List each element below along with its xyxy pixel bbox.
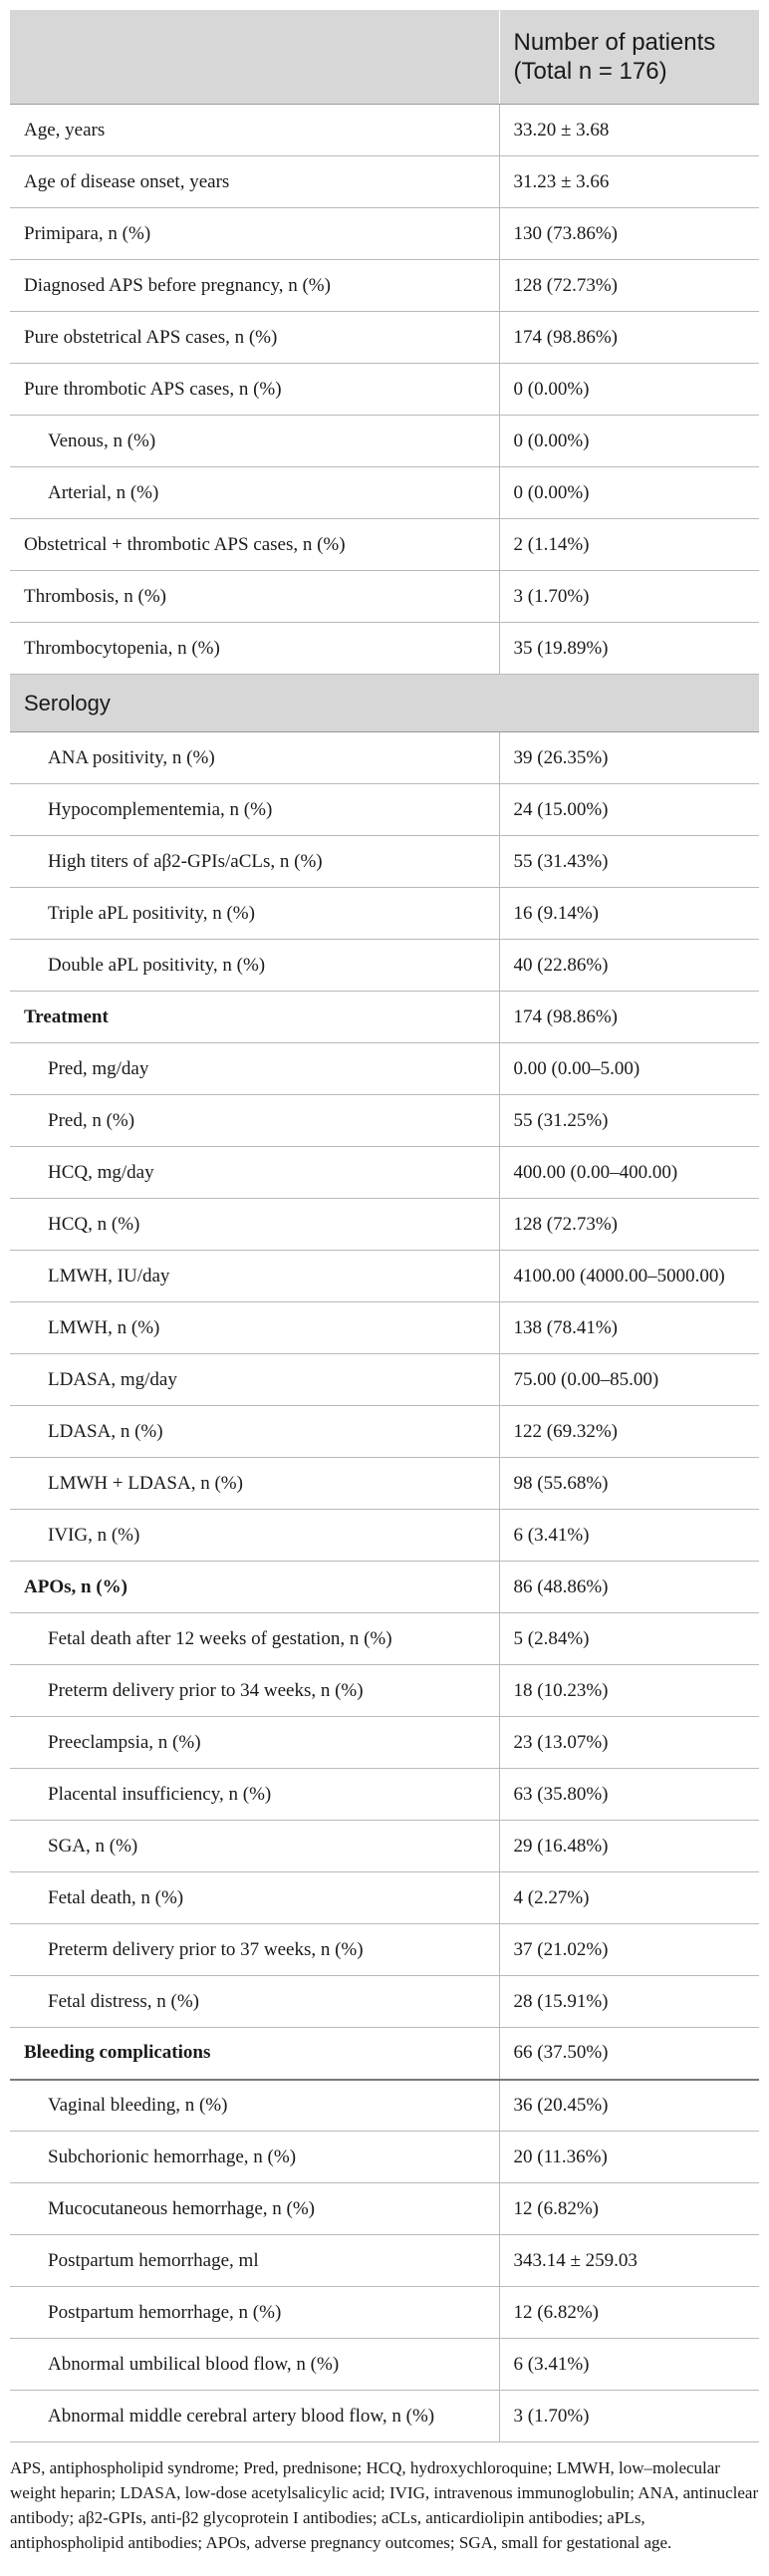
row-value: 18 (10.23%) (499, 1665, 759, 1717)
row-value: 40 (22.86%) (499, 940, 759, 992)
row-value: 400.00 (0.00–400.00) (499, 1147, 759, 1199)
table-footnote: APS, antiphospholipid syndrome; Pred, prednisone; HCQ, hydroxychloroquine; LMWH, low–molecular weight heparin; LDASA, low-dose acetylsalicylic acid; IVIG, intravenous immunoglobulin; ANA, antinuclear antibody; aβ2-GPIs, anti-β2 glycoprotein I antibodies; aCLs, anticardiolipin antibodies; aPLs, antiphospholipid antibodies; APOs, adverse pregnancy outcomes; SGA, small for gestational age. (10, 2458, 759, 2552)
row-value: 138 (78.41%) (499, 1302, 759, 1354)
table-header-row (10, 10, 759, 105)
row-value: 12 (6.82%) (499, 2183, 759, 2235)
table-row-diagnosed-aps (10, 260, 759, 312)
row-value: 3 (1.70%) (499, 571, 759, 623)
table-row-pure-obstetrical (10, 312, 759, 364)
row-value: 98 (55.68%) (499, 1458, 759, 1510)
row-value: 36 (20.45%) (499, 2080, 759, 2132)
table-row-pred-dose (10, 1043, 759, 1095)
table-row-preterm-37w (10, 1924, 759, 1976)
table-row-lmwh-n (10, 1302, 759, 1354)
table-row-hypocomplementemia (10, 784, 759, 836)
row-label: LDASA, mg/day (10, 1354, 499, 1406)
table-row-vaginal-bleeding (10, 2080, 759, 2132)
header-title-line1: Number of patients (513, 29, 716, 56)
table-row-ana (10, 732, 759, 784)
row-value: 63 (35.80%) (499, 1769, 759, 1821)
table-row-ldasa-n (10, 1406, 759, 1458)
row-value: 55 (31.25%) (499, 1095, 759, 1147)
row-value: 37 (21.02%) (499, 1924, 759, 1976)
header-title-line2: (Total n = 176) (513, 58, 667, 85)
row-value: 66 (37.50%) (499, 2028, 759, 2080)
table-row-double-apl (10, 940, 759, 992)
row-label: Abnormal middle cerebral artery blood flow, n (%) (10, 2391, 499, 2442)
row-value: 5 (2.84%) (499, 1613, 759, 1665)
row-value: 0 (0.00%) (499, 467, 759, 519)
table-row-triple-apl (10, 888, 759, 940)
table-row-fetal-distress (10, 1976, 759, 2028)
table-row-mucocutaneous (10, 2183, 759, 2235)
row-value: 75.00 (0.00–85.00) (499, 1354, 759, 1406)
row-label: Treatment (10, 992, 499, 1043)
row-label: Obstetrical + thrombotic APS cases, n (%) (10, 519, 499, 571)
row-value: 33.20 ± 3.68 (499, 105, 759, 156)
row-label: Pure obstetrical APS cases, n (%) (10, 312, 499, 364)
row-label: Primipara, n (%) (10, 208, 499, 260)
row-value: 20 (11.36%) (499, 2132, 759, 2183)
row-label: Arterial, n (%) (10, 467, 499, 519)
row-value: 122 (69.32%) (499, 1406, 759, 1458)
row-value: 31.23 ± 3.66 (499, 156, 759, 208)
row-label: Postpartum hemorrhage, ml (10, 2235, 499, 2287)
row-label: ANA positivity, n (%) (10, 732, 499, 784)
row-value: 4 (2.27%) (499, 1872, 759, 1924)
table-row-subchorionic (10, 2132, 759, 2183)
table-row-ldasa-dose (10, 1354, 759, 1406)
table-header (10, 10, 759, 105)
table-row-fetal-death (10, 1872, 759, 1924)
row-label: Mucocutaneous hemorrhage, n (%) (10, 2183, 499, 2235)
row-label: Preterm delivery prior to 37 weeks, n (%) (10, 1924, 499, 1976)
table-row-umbilical-flow (10, 2339, 759, 2391)
row-label: Triple aPL positivity, n (%) (10, 888, 499, 940)
header-cell-number-of-patients (499, 10, 759, 105)
row-label: Age, years (10, 105, 499, 156)
row-value: 3 (1.70%) (499, 2391, 759, 2442)
row-label: Fetal death after 12 weeks of gestation, n (%) (10, 1613, 499, 1665)
row-label: Pred, mg/day (10, 1043, 499, 1095)
row-label: Pure thrombotic APS cases, n (%) (10, 364, 499, 416)
table-row-fetal-death-12w (10, 1613, 759, 1665)
row-value: 24 (15.00%) (499, 784, 759, 836)
table-row-lmwh-ldasa (10, 1458, 759, 1510)
row-label: LMWH, IU/day (10, 1251, 499, 1302)
row-label: Preeclampsia, n (%) (10, 1717, 499, 1769)
table-row-postpartum-ml (10, 2235, 759, 2287)
row-label: Hypocomplementemia, n (%) (10, 784, 499, 836)
row-label: Fetal distress, n (%) (10, 1976, 499, 2028)
table-row-apos (10, 1562, 759, 1613)
row-label: Postpartum hemorrhage, n (%) (10, 2287, 499, 2339)
row-value: 29 (16.48%) (499, 1821, 759, 1872)
section-title: Serology (10, 675, 759, 732)
table-row-hcq-n (10, 1199, 759, 1251)
row-value: 130 (73.86%) (499, 208, 759, 260)
row-value: 12 (6.82%) (499, 2287, 759, 2339)
row-label: Placental insufficiency, n (%) (10, 1769, 499, 1821)
table-row-pure-thrombotic (10, 364, 759, 416)
row-value: 23 (13.07%) (499, 1717, 759, 1769)
row-label: IVIG, n (%) (10, 1510, 499, 1562)
table-row-preterm-34w (10, 1665, 759, 1717)
table-body (10, 105, 759, 2442)
row-label: Pred, n (%) (10, 1095, 499, 1147)
table-row-sga (10, 1821, 759, 1872)
table-row-hcq-dose (10, 1147, 759, 1199)
row-value: 0.00 (0.00–5.00) (499, 1043, 759, 1095)
row-value: 0 (0.00%) (499, 416, 759, 467)
row-label: APOs, n (%) (10, 1562, 499, 1613)
table-row-thrombosis (10, 571, 759, 623)
row-label: HCQ, mg/day (10, 1147, 499, 1199)
row-label: Thrombosis, n (%) (10, 571, 499, 623)
row-value: 4100.00 (4000.00–5000.00) (499, 1251, 759, 1302)
row-value: 343.14 ± 259.03 (499, 2235, 759, 2287)
row-label: Vaginal bleeding, n (%) (10, 2080, 499, 2132)
row-value: 128 (72.73%) (499, 260, 759, 312)
row-value: 128 (72.73%) (499, 1199, 759, 1251)
row-value: 174 (98.86%) (499, 312, 759, 364)
row-label: Venous, n (%) (10, 416, 499, 467)
table-row-pred-n (10, 1095, 759, 1147)
row-value: 174 (98.86%) (499, 992, 759, 1043)
row-label: LMWH + LDASA, n (%) (10, 1458, 499, 1510)
table-row-high-titers (10, 836, 759, 888)
row-value: 35 (19.89%) (499, 623, 759, 675)
table-row-postpartum-n (10, 2287, 759, 2339)
row-label: SGA, n (%) (10, 1821, 499, 1872)
table-row-placental-insufficiency (10, 1769, 759, 1821)
row-value: 6 (3.41%) (499, 2339, 759, 2391)
row-label: HCQ, n (%) (10, 1199, 499, 1251)
row-label: Abnormal umbilical blood flow, n (%) (10, 2339, 499, 2391)
row-value: 28 (15.91%) (499, 1976, 759, 2028)
table-row-ivig (10, 1510, 759, 1562)
row-label: LMWH, n (%) (10, 1302, 499, 1354)
table-row-age-onset (10, 156, 759, 208)
row-label: LDASA, n (%) (10, 1406, 499, 1458)
row-value: 55 (31.43%) (499, 836, 759, 888)
row-value: 2 (1.14%) (499, 519, 759, 571)
row-label: High titers of aβ2-GPIs/aCLs, n (%) (10, 836, 499, 888)
table-row-thrombocytopenia (10, 623, 759, 675)
patient-characteristics-table (10, 10, 759, 2442)
table-row-obstetrical-thrombotic (10, 519, 759, 571)
row-label: Thrombocytopenia, n (%) (10, 623, 499, 675)
table-row-arterial (10, 467, 759, 519)
table-row-primipara (10, 208, 759, 260)
row-label: Bleeding complications (10, 2028, 499, 2080)
row-value: 16 (9.14%) (499, 888, 759, 940)
row-label: Preterm delivery prior to 34 weeks, n (%) (10, 1665, 499, 1717)
row-label: Double aPL positivity, n (%) (10, 940, 499, 992)
row-value: 0 (0.00%) (499, 364, 759, 416)
row-value: 39 (26.35%) (499, 732, 759, 784)
table-row-mca-flow (10, 2391, 759, 2442)
row-label: Fetal death, n (%) (10, 1872, 499, 1924)
row-label: Subchorionic hemorrhage, n (%) (10, 2132, 499, 2183)
table-row-preeclampsia (10, 1717, 759, 1769)
row-label: Diagnosed APS before pregnancy, n (%) (10, 260, 499, 312)
row-value: 86 (48.86%) (499, 1562, 759, 1613)
section-header-serology (10, 675, 759, 732)
table-row-age (10, 105, 759, 156)
table-row-venous (10, 416, 759, 467)
header-cell-empty (10, 10, 499, 105)
row-label: Age of disease onset, years (10, 156, 499, 208)
table-row-lmwh-dose (10, 1251, 759, 1302)
table-row-treatment (10, 992, 759, 1043)
row-value: 6 (3.41%) (499, 1510, 759, 1562)
patient-characteristics-table-wrapper (10, 10, 759, 2442)
table-row-bleeding-complications (10, 2028, 759, 2080)
